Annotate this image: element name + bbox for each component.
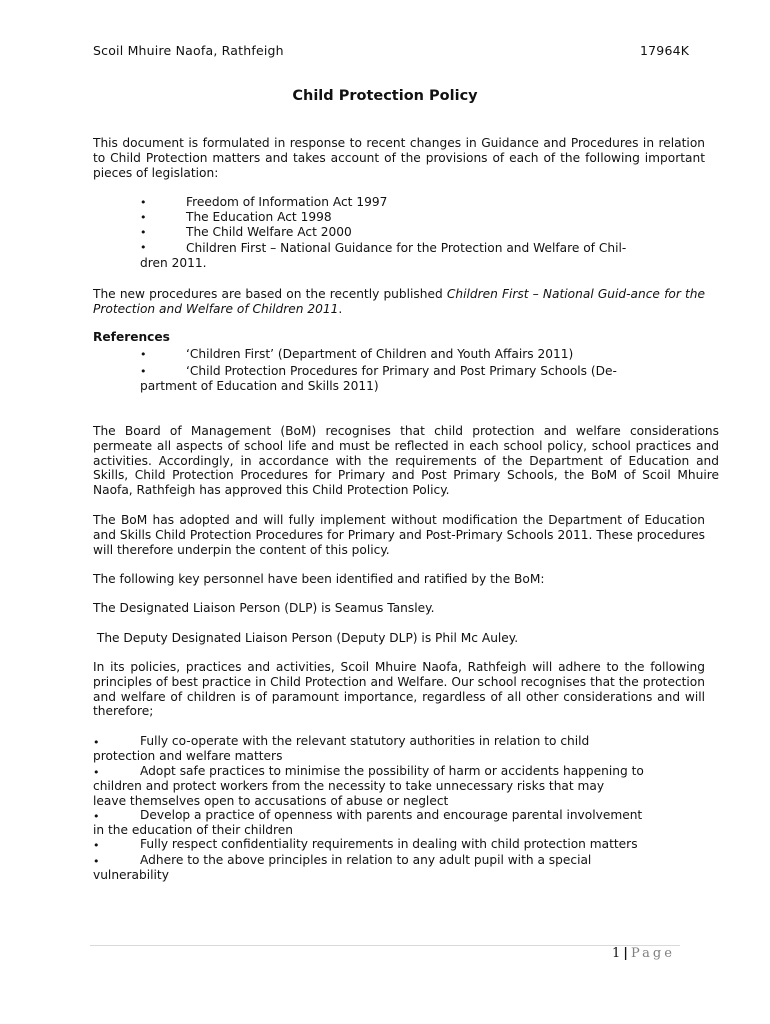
header-school-name: Scoil Mhuire Naofa, Rathfeigh	[93, 43, 284, 58]
bullet-icon: •	[140, 196, 147, 209]
dlp-paragraph: The Designated Liaison Person (DLP) is Seamus Tansley.	[93, 601, 435, 615]
reference-item-continuation: partment of Education and Skills 2011)	[140, 379, 379, 393]
deputy-dlp-paragraph: The Deputy Designated Liaison Person (Deputy DLP) is Phil Mc Auley.	[93, 631, 519, 645]
principle-item-continuation: children and protect workers from the necessity to take unnecessary risks that may	[93, 779, 605, 793]
page-number-footer	[612, 946, 675, 961]
principle-item: Fully co-operate with the relevant statutory authorities in relation to child	[140, 734, 590, 748]
page-number: 1	[612, 946, 621, 961]
procedures-paragraph	[93, 287, 705, 317]
legislation-item: Freedom of Information Act 1997	[186, 195, 388, 209]
bullet-icon: •	[140, 348, 147, 361]
page-separator: |	[623, 946, 629, 961]
page-title: Child Protection Policy	[292, 88, 478, 104]
legislation-item: The Education Act 1998	[186, 210, 332, 224]
principles-paragraph: In its policies, practices and activities, Scoil Mhuire Naofa, Rathfeigh will adhere to the following principles of best practice in Child Protection and Welfare. Our school recognises that the protection and welfare of children is of paramount importance, regardless of all other considerations and will therefore;	[93, 660, 705, 719]
page-label: Page	[631, 946, 675, 961]
header-school-code: 17964K	[640, 43, 690, 58]
legislation-item: Children First – National Guidance for the Protection and Welfare of Chil-	[186, 241, 627, 255]
intro-paragraph: This document is formulated in response to recent changes in Guidance and Procedures in relation to Child Protection matters and takes account of the provisions of each of the following important pieces of legislation:	[93, 136, 705, 180]
principle-item-continuation: in the education of their children	[93, 823, 293, 837]
bullet-icon: •	[93, 810, 100, 823]
bom-recognises-paragraph: The Board of Management (BoM) recognises that child protection and welfare considerations permeate all aspects of school life and must be reflected in each school policy, school practices and activities. Accordingly, in accordance with the requirements of the Department of Education and Skills, Child Protection Procedures for Primary and Post Primary Schools, the BoM of Scoil Mhuire Naofa, Rathfeigh has approved this Child Protection Policy.	[93, 424, 719, 498]
bullet-icon: •	[93, 839, 100, 852]
bullet-icon: •	[93, 736, 100, 749]
bullet-icon: •	[140, 241, 147, 254]
legislation-item-continuation: dren 2011.	[140, 256, 207, 270]
bullet-icon: •	[140, 365, 147, 378]
bullet-icon: •	[140, 211, 147, 224]
reference-item: ‘Child Protection Procedures for Primary and Post Primary Schools (De-	[186, 364, 617, 378]
principle-item: Adhere to the above principles in relation to any adult pupil with a special	[140, 853, 592, 867]
principle-item-continuation: vulnerability	[93, 868, 169, 882]
procedures-title: Children First – National Guid-ance for the Protection and Welfare of Children 2011	[93, 287, 705, 316]
bullet-icon: •	[93, 855, 100, 868]
principle-item-continuation: leave themselves open to accusations of abuse or neglect	[93, 794, 449, 808]
procedures-prefix: The new procedures are based on the recently published	[93, 287, 447, 301]
reference-item: ‘Children First’ (Department of Children and Youth Affairs 2011)	[186, 347, 574, 361]
key-personnel-paragraph: The following key personnel have been identified and ratified by the BoM:	[93, 572, 545, 586]
bullet-icon: •	[140, 226, 147, 239]
principle-item: Develop a practice of openness with parents and encourage parental involvement	[140, 808, 643, 822]
references-heading: References	[93, 330, 170, 344]
footer-divider	[90, 945, 680, 946]
principle-item-continuation: protection and welfare matters	[93, 749, 283, 763]
principle-item: Fully respect confidentiality requirements in dealing with child protection matters	[140, 837, 638, 851]
principle-item: Adopt safe practices to minimise the possibility of harm or accidents happening to	[140, 764, 644, 778]
bullet-icon: •	[93, 766, 100, 779]
bom-adopted-paragraph: The BoM has adopted and will fully implement without modification the Department of Education and Skills Child Protection Procedures for Primary and Post-Primary Schools 2011. These procedures will therefore underpin the content of this policy.	[93, 513, 705, 557]
procedures-suffix: .	[338, 301, 343, 316]
legislation-item: The Child Welfare Act 2000	[186, 225, 352, 239]
